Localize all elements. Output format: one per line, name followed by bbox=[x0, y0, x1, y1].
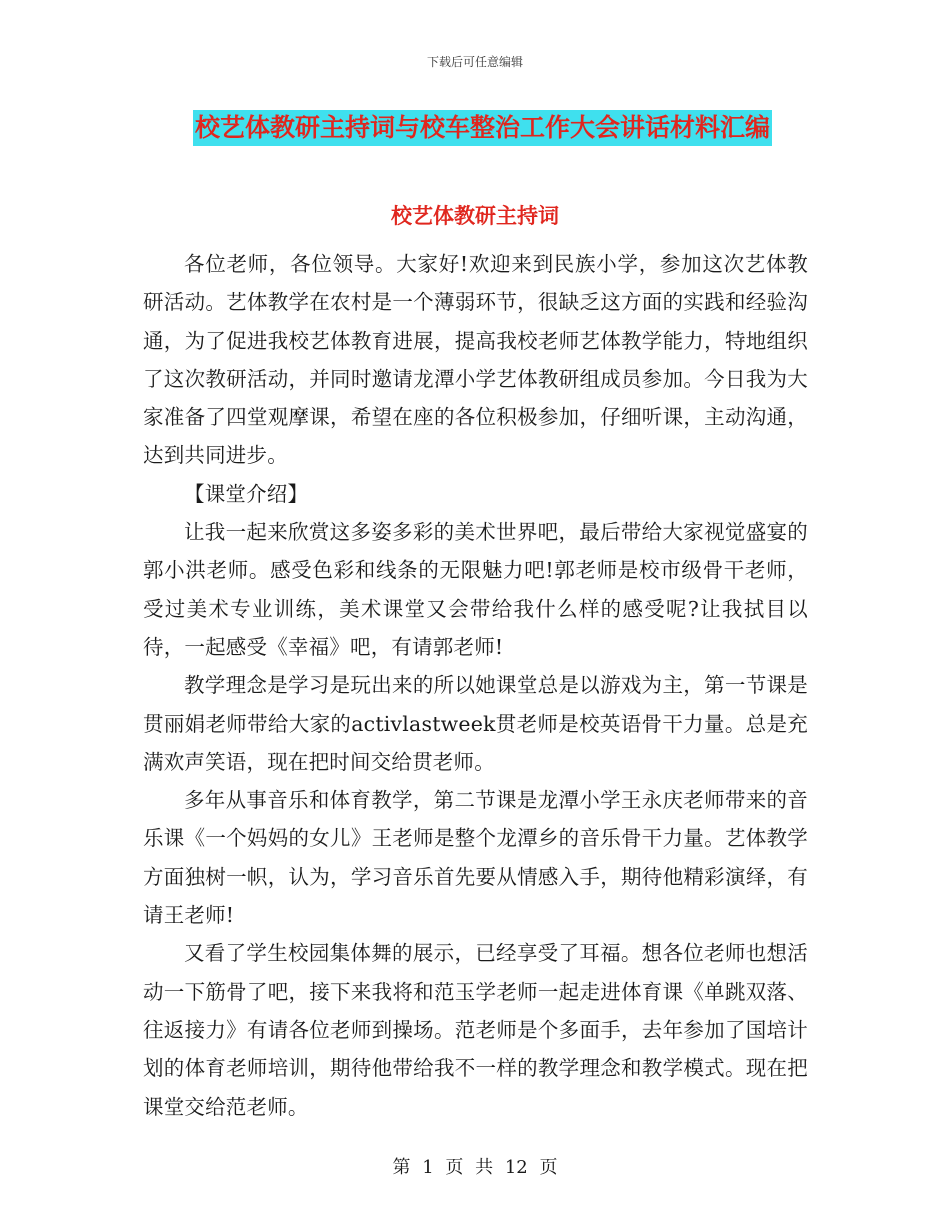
page-number: 第 1 页 共 12 页 bbox=[392, 1157, 558, 1178]
document-body bbox=[143, 245, 808, 1126]
paragraph-art-class: 让我一起来欣赏这多姿多彩的美术世界吧，最后带给大家视觉盛宴的郭小洪老师。感受色彩和线条的无限魅力吧!郭老师是校市级骨干老师，受过美术专业训练，美术课堂又会带给我什么样的感受呢?让我拭目以待，一起感受《幸福》吧，有请郭老师! bbox=[143, 520, 808, 659]
paragraph-english-class: 教学理念是学习是玩出来的所以她课堂总是以游戏为主，第一节课是贯丽娟老师带给大家的activlastweek贯老师是校英语骨干力量。总是充满欢声笑语，现在把时间交给贯老师。 bbox=[143, 673, 808, 774]
paragraph-intro: 各位老师，各位领导。大家好!欢迎来到民族小学，参加这次艺体教研活动。艺体教学在农村是一个薄弱环节，很缺乏这方面的实践和经验沟通，为了促进我校艺体教育进展，提高我校老师艺体教学能力，特地组织了这次教研活动，并同时邀请龙潭小学艺体教研组成员参加。今日我为大家准备了四堂观摩课，希望在座的各位积极参加，仔细听课，主动沟通，达到共同进步。 bbox=[143, 252, 808, 468]
header-note: 下载后可任意编辑 bbox=[426, 55, 523, 69]
paragraph-music-class: 多年从事音乐和体育教学，第二节课是龙潭小学王永庆老师带来的音乐课《一个妈妈的女儿》王老师是整个龙潭乡的音乐骨干力量。艺体教学方面独树一帜，认为，学习音乐首先要从情感入手，期待他精彩演绎，有请王老师! bbox=[143, 788, 808, 928]
section-title: 校艺体教研主持词 bbox=[391, 204, 559, 228]
document-title: 校艺体教研主持词与校车整治工作大会讲话材料汇编 bbox=[193, 110, 772, 146]
paragraph-pe-class: 又看了学生校园集体舞的展示，已经享受了耳福。想各位老师也想活动一下筋骨了吧，接下来我将和范玉学老师一起走进体育课《单跳双落、往返接力》有请各位老师到操场。范老师是个多面手，去年参加了国培计划的体育老师培训，期待他带给我不一样的教学理念和教学模式。现在把课堂交给范老师。 bbox=[143, 941, 808, 1119]
paragraph-label-class-intro: 【课堂介绍】 bbox=[184, 481, 309, 506]
